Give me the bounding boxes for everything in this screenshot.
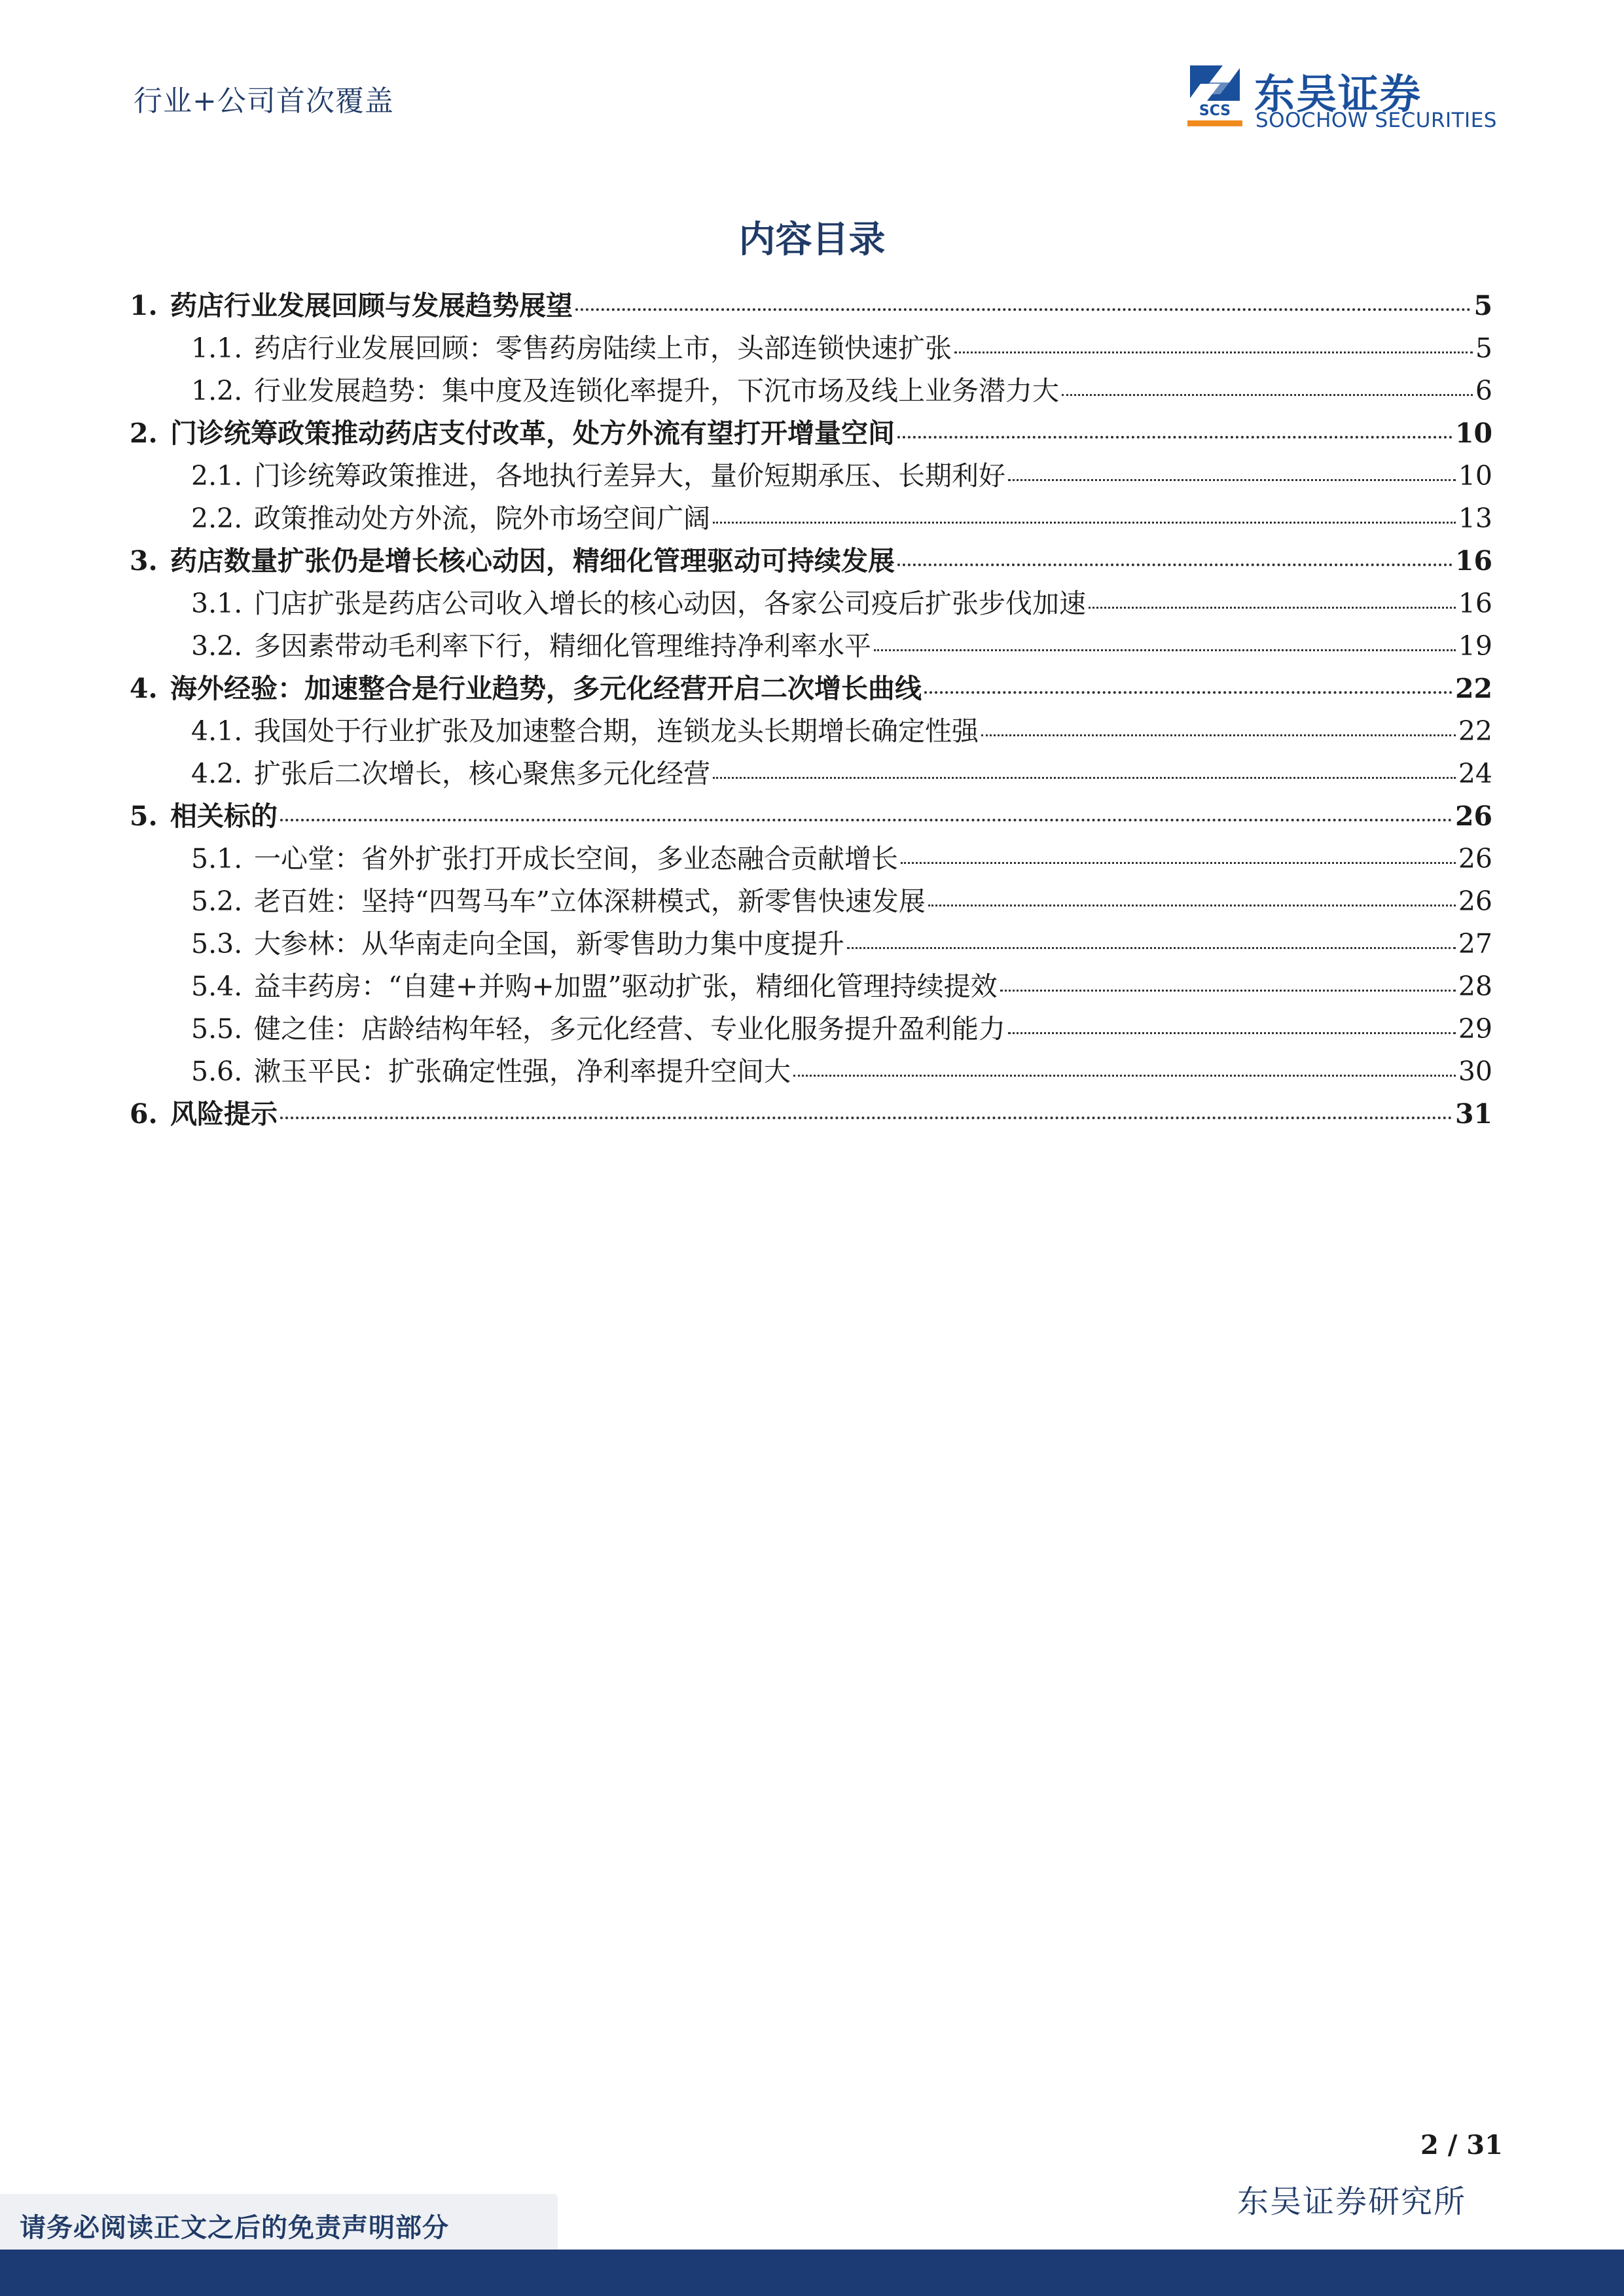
toc-entry-page: 24 bbox=[1458, 758, 1492, 789]
toc-dot-leader bbox=[954, 351, 1473, 353]
toc-entry[interactable] bbox=[130, 965, 1492, 1008]
toc-entry-title: 药店行业发展回顾：零售药房陆续上市，头部连锁快速扩张 bbox=[254, 332, 952, 364]
toc-entry-page: 22 bbox=[1454, 673, 1492, 704]
toc-dot-leader bbox=[1008, 479, 1456, 481]
toc-entry-title: 海外经验：加速整合是行业趋势，多元化经营开启二次增长曲线 bbox=[170, 673, 922, 704]
toc-dot-leader bbox=[280, 819, 1453, 821]
toc-dot-leader bbox=[1062, 394, 1473, 396]
toc-dot-leader bbox=[713, 777, 1456, 779]
toc-dot-leader bbox=[897, 564, 1453, 566]
toc-entry-page: 26 bbox=[1458, 886, 1492, 917]
logo-english-name: SOOCHOW SECURITIES bbox=[1255, 109, 1497, 132]
toc-entry-number: 4. bbox=[130, 673, 158, 704]
toc-entry[interactable] bbox=[130, 753, 1492, 795]
toc-dot-leader bbox=[1089, 607, 1456, 609]
toc-dot-leader bbox=[928, 905, 1456, 906]
table-of-contents bbox=[130, 285, 1492, 1136]
toc-entry[interactable] bbox=[130, 370, 1492, 412]
toc-entry-title: 门诊统筹政策推动药店支付改革，处方外流有望打开增量空间 bbox=[170, 418, 895, 449]
toc-entry-number: 5.6. bbox=[191, 1056, 243, 1087]
toc-dot-leader bbox=[575, 308, 1471, 311]
toc-entry[interactable] bbox=[130, 1050, 1492, 1093]
toc-dot-leader bbox=[897, 436, 1453, 439]
toc-dot-leader bbox=[901, 862, 1456, 864]
disclaimer-banner bbox=[0, 2194, 558, 2251]
toc-dot-leader bbox=[847, 947, 1456, 949]
toc-entry-page: 6 bbox=[1475, 375, 1492, 406]
toc-entry[interactable] bbox=[130, 625, 1492, 668]
toc-entry-number: 3.1. bbox=[191, 588, 243, 619]
toc-entry-number: 1.2. bbox=[191, 375, 243, 406]
toc-entry[interactable] bbox=[130, 710, 1492, 753]
toc-entry-number: 2.2. bbox=[191, 503, 243, 534]
toc-entry-number: 1. bbox=[130, 290, 158, 321]
toc-entry-page: 28 bbox=[1458, 971, 1492, 1002]
toc-entry-title: 多因素带动毛利率下行，精细化管理维持净利率水平 bbox=[254, 630, 871, 662]
page-indicator: 2 / 31 bbox=[1420, 2130, 1503, 2161]
toc-entry-page: 26 bbox=[1454, 800, 1492, 832]
toc-entry-number: 5.3. bbox=[191, 928, 243, 960]
toc-dot-leader bbox=[713, 522, 1456, 524]
toc-dot-leader bbox=[874, 649, 1456, 651]
toc-entry[interactable] bbox=[130, 880, 1492, 923]
toc-entry[interactable] bbox=[130, 668, 1492, 710]
report-type-tag: 行业+公司首次覆盖 bbox=[134, 84, 394, 118]
toc-entry-number: 5.2. bbox=[191, 886, 243, 917]
toc-dot-leader bbox=[793, 1075, 1456, 1077]
toc-entry-number: 4.2. bbox=[191, 758, 243, 789]
toc-entry-number: 1.1. bbox=[191, 332, 243, 364]
toc-entry-title: 益丰药房：“自建+并购+加盟”驱动扩张，精细化管理持续提效 bbox=[254, 971, 998, 1002]
toc-entry-page: 16 bbox=[1454, 545, 1492, 577]
toc-entry-number: 2.1. bbox=[191, 460, 243, 492]
toc-title: 内容目录 bbox=[738, 218, 886, 261]
toc-entry[interactable] bbox=[130, 923, 1492, 965]
toc-entry-number: 3. bbox=[130, 545, 158, 577]
toc-entry-title: 行业发展趋势：集中度及连锁化率提升，下沉市场及线上业务潜力大 bbox=[254, 375, 1059, 406]
toc-entry-title: 健之佳：店龄结构年轻，多元化经营、专业化服务提升盈利能力 bbox=[254, 1013, 1005, 1045]
toc-entry-page: 19 bbox=[1458, 630, 1492, 662]
toc-entry-title: 一心堂：省外扩张打开成长空间，多业态融合贡献增长 bbox=[254, 843, 898, 874]
toc-entry[interactable] bbox=[130, 838, 1492, 880]
toc-entry-page: 31 bbox=[1454, 1098, 1492, 1130]
toc-entry[interactable] bbox=[130, 285, 1492, 327]
toc-entry-title: 老百姓：坚持“四驾马车”立体深耕模式，新零售快速发展 bbox=[254, 886, 926, 917]
toc-entry-title: 药店数量扩张仍是增长核心动因，精细化管理驱动可持续发展 bbox=[170, 545, 895, 577]
toc-dot-leader bbox=[280, 1117, 1453, 1119]
toc-entry-number: 6. bbox=[130, 1098, 158, 1130]
toc-entry-page: 5 bbox=[1475, 332, 1492, 364]
toc-entry[interactable] bbox=[130, 455, 1492, 497]
toc-entry-page: 26 bbox=[1458, 843, 1492, 874]
logo-chinese-name: 东吴证券 bbox=[1254, 70, 1422, 118]
scs-logo-icon bbox=[1183, 60, 1246, 134]
toc-entry-number: 5. bbox=[130, 800, 158, 832]
research-institute-name: 东吴证券研究所 bbox=[1237, 2183, 1467, 2220]
toc-entry-title: 政策推动处方外流，院外市场空间广阔 bbox=[254, 503, 710, 534]
toc-entry-title: 风险提示 bbox=[170, 1098, 278, 1130]
footer-bar bbox=[0, 2250, 1624, 2296]
toc-entry-number: 3.2. bbox=[191, 630, 243, 662]
disclaimer-text: 请务必阅读正文之后的免责声明部分 bbox=[20, 2212, 449, 2243]
toc-dot-leader bbox=[981, 734, 1456, 736]
toc-entry[interactable] bbox=[130, 412, 1492, 455]
toc-entry-page: 10 bbox=[1454, 418, 1492, 449]
toc-entry-number: 5.1. bbox=[191, 843, 243, 874]
toc-entry-title: 大参林：从华南走向全国，新零售助力集中度提升 bbox=[254, 928, 844, 960]
toc-entry-title: 相关标的 bbox=[170, 800, 278, 832]
toc-entry[interactable] bbox=[130, 327, 1492, 370]
toc-entry-page: 27 bbox=[1458, 928, 1492, 960]
toc-entry-title: 门店扩张是药店公司收入增长的核心动因，各家公司疫后扩张步伐加速 bbox=[254, 588, 1086, 619]
toc-entry-number: 4.1. bbox=[191, 715, 243, 747]
toc-dot-leader bbox=[924, 691, 1453, 694]
toc-entry[interactable] bbox=[130, 583, 1492, 625]
toc-entry-page: 13 bbox=[1458, 503, 1492, 534]
toc-entry-page: 10 bbox=[1458, 460, 1492, 492]
toc-entry-number: 5.5. bbox=[191, 1013, 243, 1045]
toc-entry-page: 29 bbox=[1458, 1013, 1492, 1045]
toc-entry[interactable] bbox=[130, 497, 1492, 540]
svg-text:SCS: SCS bbox=[1199, 103, 1231, 119]
toc-entry[interactable] bbox=[130, 1093, 1492, 1136]
toc-entry-page: 16 bbox=[1458, 588, 1492, 619]
toc-entry-title: 漱玉平民：扩张确定性强，净利率提升空间大 bbox=[254, 1056, 791, 1087]
toc-entry-page: 22 bbox=[1458, 715, 1492, 747]
toc-dot-leader bbox=[1000, 990, 1456, 992]
soochow-securities-logo bbox=[1183, 60, 1504, 135]
toc-entry[interactable] bbox=[130, 795, 1492, 838]
toc-entry[interactable] bbox=[130, 1008, 1492, 1050]
toc-entry-page: 30 bbox=[1458, 1056, 1492, 1087]
toc-entry[interactable] bbox=[130, 540, 1492, 583]
toc-dot-leader bbox=[1008, 1032, 1456, 1034]
toc-entry-title: 药店行业发展回顾与发展趋势展望 bbox=[170, 290, 573, 321]
toc-entry-number: 5.4. bbox=[191, 971, 243, 1002]
toc-entry-title: 门诊统筹政策推进，各地执行差异大，量价短期承压、长期利好 bbox=[254, 460, 1005, 492]
toc-entry-number: 2. bbox=[130, 418, 158, 449]
toc-entry-page: 5 bbox=[1473, 290, 1492, 321]
toc-entry-title: 我国处于行业扩张及加速整合期，连锁龙头长期增长确定性强 bbox=[254, 715, 979, 747]
toc-entry-title: 扩张后二次增长，核心聚焦多元化经营 bbox=[254, 758, 710, 789]
